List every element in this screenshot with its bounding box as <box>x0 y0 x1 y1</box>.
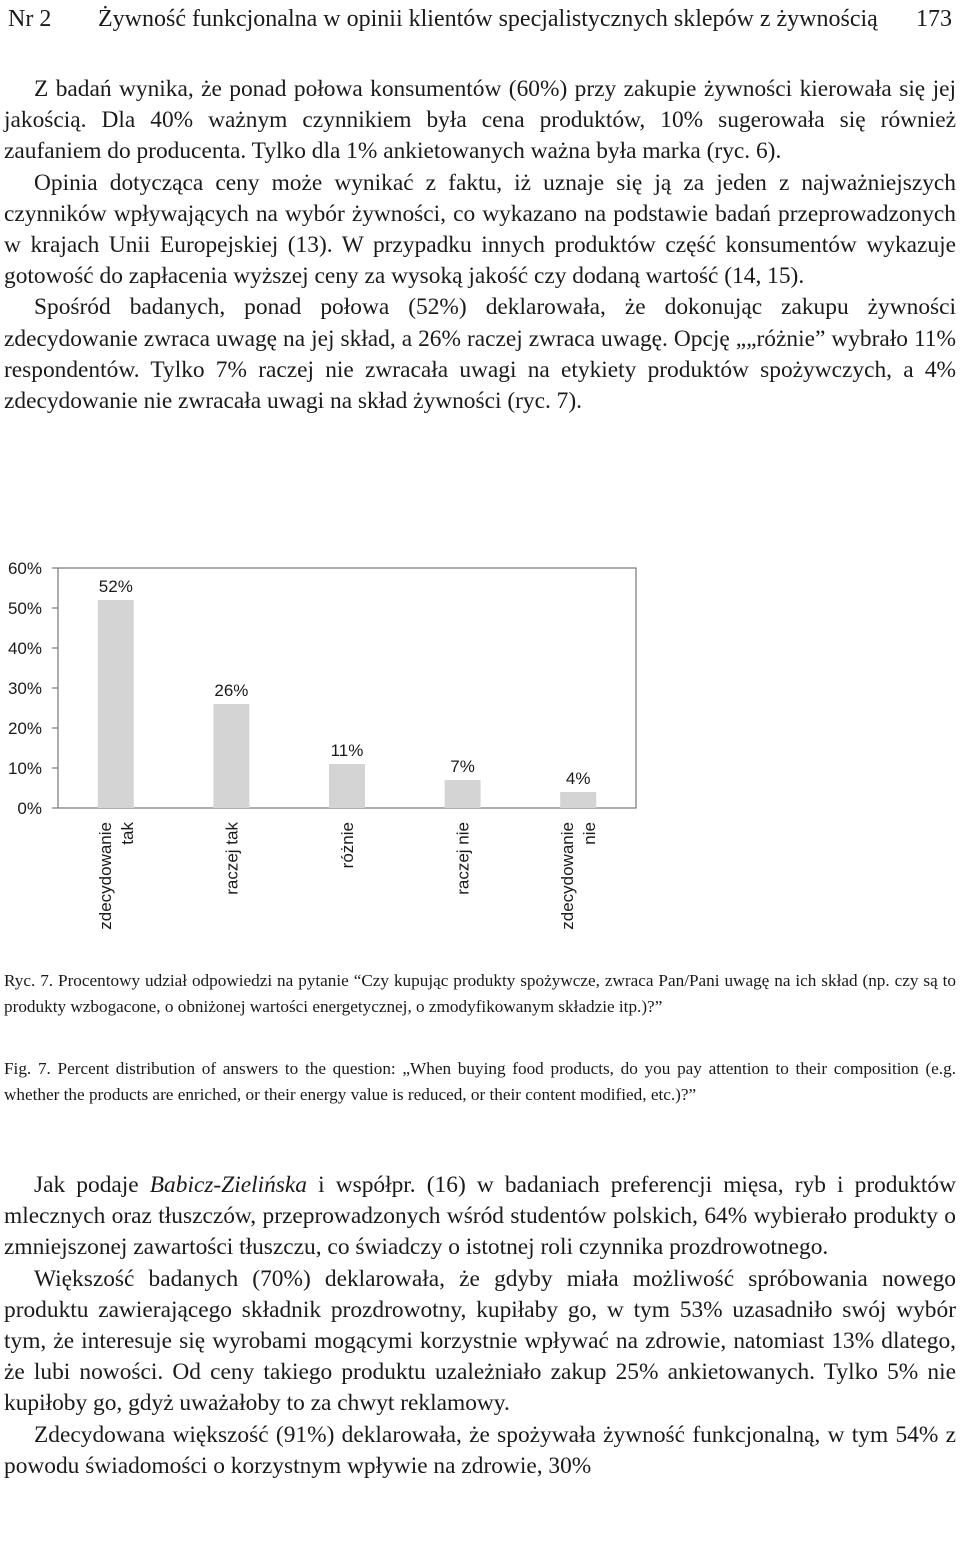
paragraph: Opinia dotycząca ceny może wynikać z faktu, iż uznaje się ją za jeden z najważniejszych czynników wpływających na wybór żywności, co wykazano na podstawie badań przeprowadzonych w krajach Unii Europejskiej (13). W przypadku innych produktów część konsumentów wykazuje gotowość do zapłacenia wyższej ceny za wysoką jakość czy dodaną wartość (14, 15). <box>4 169 956 290</box>
data-label: 7% <box>450 757 475 776</box>
page-number: 173 <box>916 6 952 32</box>
bar <box>560 792 596 808</box>
body-text-top <box>4 74 956 417</box>
y-tick-label: 10% <box>7 759 42 778</box>
bar <box>213 704 249 808</box>
data-label: 11% <box>330 741 364 760</box>
bar <box>445 780 481 808</box>
paragraph <box>4 1170 956 1264</box>
data-label: 26% <box>214 681 249 700</box>
paragraph-text: Jak podaje <box>34 1172 150 1198</box>
author-name: Babicz-Zielińska <box>149 1172 307 1198</box>
data-label: 4% <box>565 769 591 788</box>
bar <box>329 764 365 808</box>
category-label <box>454 822 473 895</box>
category-label-line: różnie <box>338 822 357 869</box>
paragraph-text: i współpr. (16) w badaniach preferencji mięsa, ryb i produktów mlecznych oraz tłuszczów, przeprowadzonych wśród studentów polskich, 64% wybierało produkty o zmniejszonej zawartości tłuszczu, co świadczy o istotnej roli czynnika prozdrowotnego. <box>4 1172 956 1261</box>
figure-caption-pl <box>4 968 956 1020</box>
category-label-line: raczej tak <box>222 822 242 895</box>
data-label: 52% <box>98 577 133 596</box>
category-label <box>558 822 599 930</box>
y-tick-label: 0% <box>17 799 42 818</box>
category-label-line: zdecydowanie <box>95 822 115 930</box>
body-text-bottom <box>4 1170 956 1482</box>
bar-chart <box>0 548 960 948</box>
y-tick-label: 20% <box>7 719 42 738</box>
bar <box>98 600 134 808</box>
running-title: Żywność funkcjonalna w opinii klientów specjalistycznych sklepów z żywnością <box>98 6 878 32</box>
y-tick-label: 50% <box>7 599 42 618</box>
figure-caption-en <box>4 1056 956 1108</box>
chart-labels <box>96 577 599 930</box>
y-tick-label: 60% <box>7 559 42 578</box>
paragraph: Większość badanych (70%) deklarowała, że gdyby miała możliwość spróbowania nowego produktu zawierającego składnik prozdrowotny, kupiłaby go, w tym 53% uzasadniło swój wybór tym, że interesuje się wyrobami mogącymi korzystnie wpływać na zdrowie, natomiast 13% dlatego, że lubi nowości. Od ceny takiego produktu uzależniało zakup 25% ankietowanych. Tylko 5% nie kupiłoby go, gdyż uważałoby to za chwyt reklamowy. <box>4 1265 956 1417</box>
category-label-line: raczej nie <box>453 822 473 895</box>
category-label <box>338 822 357 868</box>
issue-number: Nr 2 <box>8 6 52 32</box>
y-tick-label: 40% <box>7 639 42 658</box>
chart-bars <box>98 600 596 808</box>
category-label-line: tak <box>117 822 137 845</box>
category-label <box>222 822 241 895</box>
running-header <box>8 2 952 36</box>
category-label-line: nie <box>580 822 600 845</box>
paragraph: Spośród badanych, ponad połowa (52%) deklarowała, że dokonując zakupu żywności zdecydowanie zwraca uwagę na jej skład, a 26% raczej zwraca uwagę. Opcję „„różnie” wybrało 11% respondentów. Tylko 7% raczej nie zwracała uwagi na etykiety produktów spożywczych, a 4% zdecydowanie nie zwracała uwagi na skład żywności (ryc. 7). <box>4 294 956 415</box>
paragraph: Zdecydowana większość (91%) deklarowała, że spożywała żywność funkcjonalną, w tym 54% z powodu świadomości o korzystnym wpływie na zdrowie, 30% <box>4 1421 956 1479</box>
paragraph: Z badań wynika, że ponad połowa konsumentów (60%) przy zakupie żywności kierowała się jej jakością. Dla 40% ważnym czynnikiem była cena produktów, 10% sugerowała się również zaufaniem do producenta. Tylko dla 1% ankietowanych ważna była marka (ryc. 6). <box>4 76 956 165</box>
category-label <box>96 822 137 930</box>
caption-text: Ryc. 7. Procentowy udział odpowiedzi na pytanie “Czy kupując produkty spożywcze, zwraca Pan/Pani uwagę na ich skład (np. czy są to produkty wzbogacone, o obniżonej wartości energetycznej, o zmodyfikowanym składzie itp.)?” <box>4 971 956 1016</box>
category-label-line: zdecydowanie <box>558 822 578 930</box>
y-tick-label: 30% <box>7 679 42 698</box>
caption-text: Fig. 7. Percent distribution of answers to the question: „When buying food products, do you pay attention to their composition (e.g. whether the products are enriched, or their energy value is reduced, or their content modified, etc.)?” <box>4 1059 956 1104</box>
